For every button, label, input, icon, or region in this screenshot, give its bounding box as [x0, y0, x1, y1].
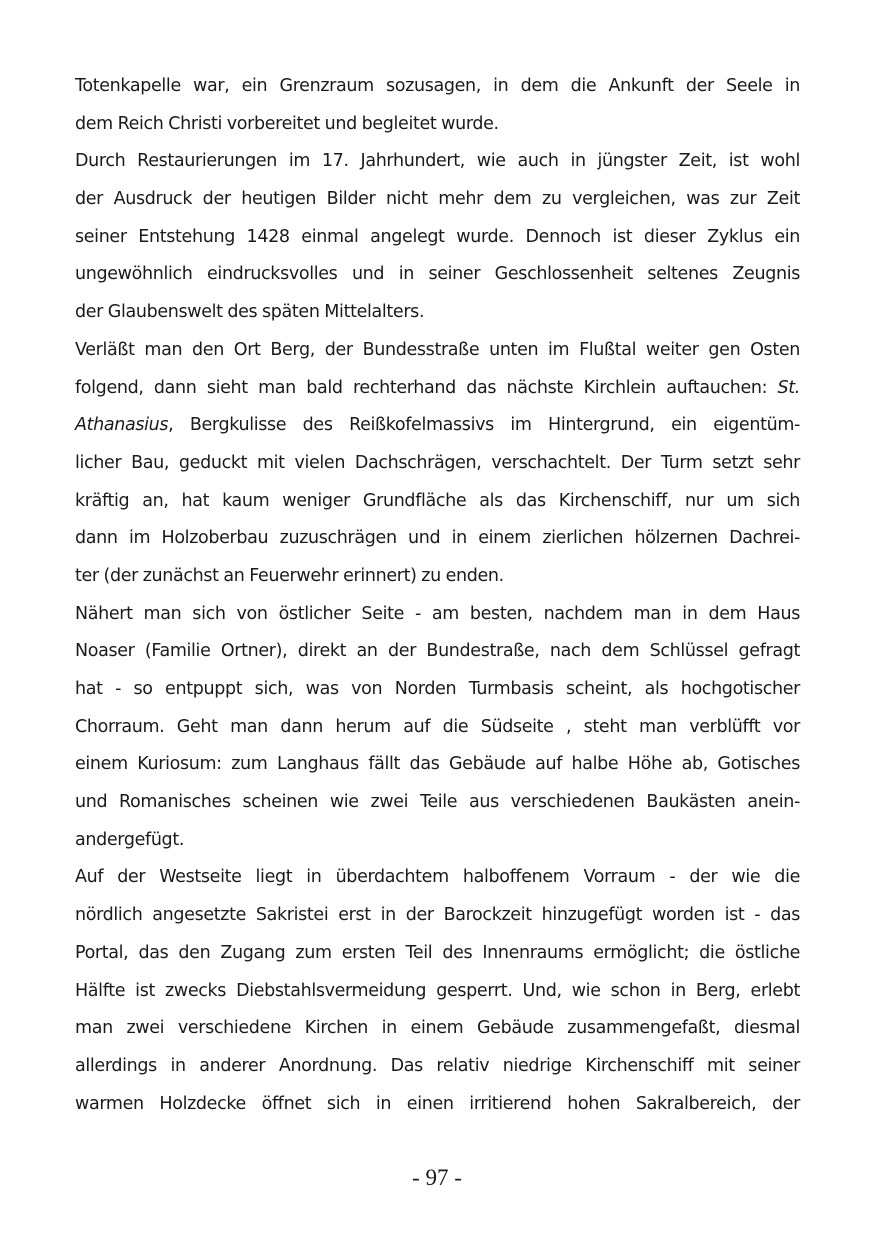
- text-line: [75, 445, 800, 483]
- text-line: [75, 294, 800, 332]
- text-line: [75, 143, 800, 181]
- text-line: [75, 1048, 800, 1086]
- text-line: [75, 633, 800, 671]
- line-text: Chorraum. Geht man dann herum auf die Südseite , steht man verblüfft vor: [75, 716, 800, 737]
- text-line: [75, 520, 800, 558]
- text-line: [75, 746, 800, 784]
- line-text: ter (der zunächst an Feuerwehr erinnert) zu enden.: [75, 565, 504, 586]
- line-text: allerdings in anderer Anordnung. Das relativ niedrige Kirchenschiff mit seiner: [75, 1055, 800, 1076]
- line-text: ungewöhnlich eindrucksvolles und in seiner Geschlossenheit seltenes Zeugnis: [75, 264, 800, 285]
- text-line: [75, 784, 800, 822]
- text-line: [75, 1086, 800, 1124]
- line-text: Portal, das den Zugang zum ersten Teil des Innenraums ermöglicht; die östliche: [75, 942, 800, 963]
- text-line: [75, 1010, 800, 1048]
- text-line: [75, 106, 800, 144]
- line-text: und Romanisches scheinen wie zwei Teile aus verschiedenen Baukästen anein-: [75, 792, 800, 813]
- line-text: Nähert man sich von östlicher Seite - am besten, nachdem man in dem Haus: [75, 603, 800, 624]
- line-text: seiner Entstehung 1428 einmal angelegt wurde. Dennoch ist dieser Zyklus ein: [75, 226, 800, 247]
- line-text: man zwei verschiedene Kirchen in einem Gebäude zusammengefaßt, diesmal: [75, 1018, 800, 1039]
- line-text: folgend, dann sieht man bald rechterhand das nächste Kirchlein auftauchen:: [75, 377, 778, 398]
- text-line: [75, 256, 800, 294]
- line-text: licher Bau, geduckt mit vielen Dachschrägen, verschachtelt. Der Turm setzt sehr: [75, 452, 800, 473]
- text-line: [75, 822, 800, 860]
- line-text: andergefügt.: [75, 829, 185, 850]
- line-text: dann im Holzoberbau zuzuschrägen und in einem zierlichen hölzernen Dachrei-: [75, 528, 800, 549]
- text-line: [75, 370, 800, 408]
- text-line: [75, 219, 800, 257]
- body-text: [75, 68, 800, 1123]
- text-line: [75, 483, 800, 521]
- line-text: nördlich angesetzte Sakristei erst in der Barockzeit hinzugefügt worden ist - das: [75, 905, 800, 926]
- text-line: [75, 332, 800, 370]
- line-text: Totenkapelle war, ein Grenzraum sozusagen, in dem die Ankunft der Seele in: [75, 76, 800, 96]
- line-text: Durch Restaurierungen im 17. Jahrhundert, wie auch in jüngster Zeit, ist wohl: [75, 151, 800, 172]
- line-text: , Bergkulisse des Reißkofelmassivs im Hintergrund, ein eigentüm-: [168, 415, 800, 436]
- text-line: [75, 973, 800, 1011]
- text-line: [75, 181, 800, 219]
- line-text: Verläßt man den Ort Berg, der Bundesstraße unten im Flußtal weiter gen Osten: [75, 339, 800, 360]
- line-text: Noaser (Familie Ortner), direkt an der Bundestraße, nach dem Schlüssel gefragt: [75, 641, 800, 662]
- line-text: warmen Holzdecke öffnet sich in einen irritierend hohen Sakralbereich, der: [75, 1093, 800, 1114]
- line-text: dem Reich Christi vorbereitet und begleitet wurde.: [75, 113, 499, 134]
- text-line: [75, 68, 800, 106]
- line-text: einem Kuriosum: zum Langhaus fällt das Gebäude auf halbe Höhe ab, Gotisches: [75, 754, 800, 775]
- text-line: [75, 935, 800, 973]
- line-text: Hälfte ist zwecks Diebstahlsvermeidung gesperrt. Und, wie schon in Berg, erlebt: [75, 980, 800, 1001]
- italic-text: Athanasius: [75, 415, 169, 436]
- line-text: hat - so entpuppt sich, was von Norden Turmbasis scheint, als hochgotischer: [75, 679, 800, 699]
- text-line: [75, 558, 800, 596]
- line-text: kräftig an, hat kaum weniger Grundfläche als das Kirchenschiff, nur um sich: [75, 490, 800, 511]
- italic-text: St.: [777, 377, 800, 398]
- text-line: [75, 671, 800, 709]
- text-line: [75, 897, 800, 935]
- line-text: Auf der Westseite liegt in überdachtem halboffenem Vorraum - der wie die: [75, 867, 800, 888]
- line-text: der Ausdruck der heutigen Bilder nicht mehr dem zu vergleichen, was zur Zeit: [75, 189, 800, 210]
- text-line: [75, 407, 800, 445]
- line-text: der Glaubenswelt des späten Mittelalters.: [75, 302, 425, 323]
- text-line: [75, 709, 800, 747]
- text-line: [75, 596, 800, 634]
- page-number: - 97 -: [412, 1165, 462, 1190]
- text-line: [75, 859, 800, 897]
